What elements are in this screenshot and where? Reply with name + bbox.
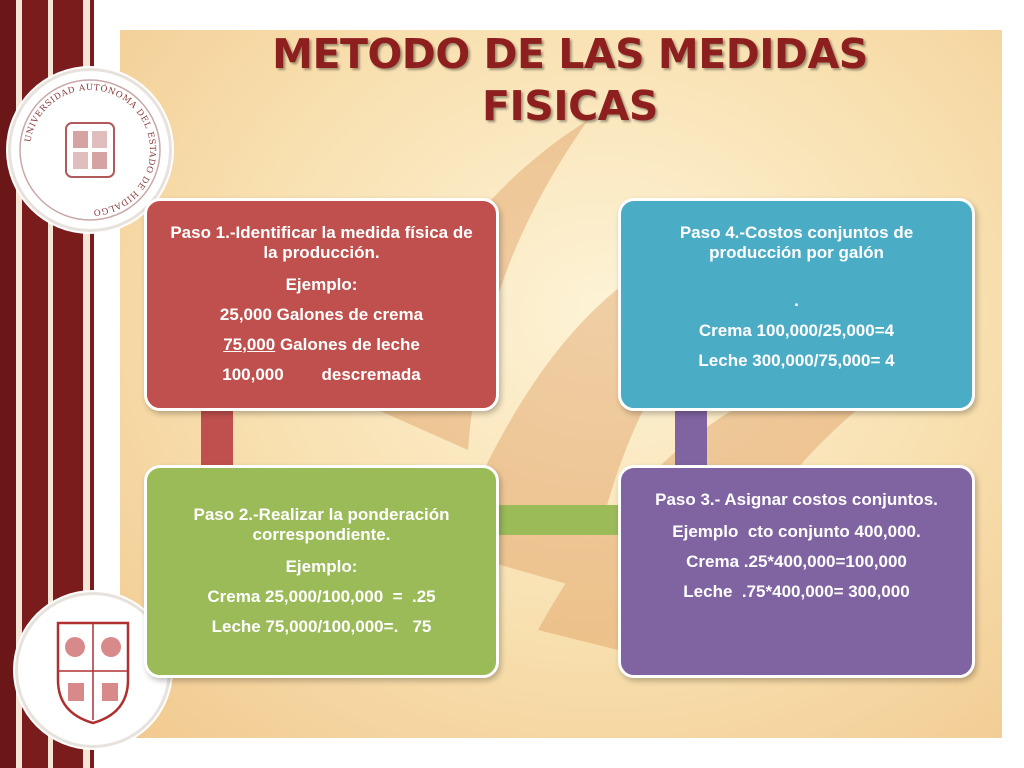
step2-example-label: Ejemplo:: [285, 557, 358, 576]
step1-line-1: 25,000 Galones de crema: [219, 305, 424, 324]
step2-line-1: Crema 25,000/100,000 = .25: [207, 587, 436, 606]
step3-heading: Paso 3.- Asignar costos conjuntos.: [655, 490, 938, 509]
title-line-2: FISICAS: [482, 82, 658, 130]
page-title: [190, 28, 950, 132]
step1-line-2: [161, 335, 482, 355]
step1-line-2-underlined: 75,000: [223, 335, 276, 354]
step4-heading: Paso 4.-Costos conjuntos de producción por galón: [679, 223, 914, 262]
step1-heading: Paso 1.-Identificar la medida física de la producción.: [170, 223, 473, 262]
step3-line-3: Leche .75*400,000= 300,000: [683, 582, 910, 601]
title-line-1: METODO DE LAS MEDIDAS: [272, 30, 868, 78]
connector-step3-step4: [675, 411, 707, 465]
step2-heading: Paso 2.-Realizar la ponderación correspondiente.: [193, 505, 450, 544]
step1-line-2-rest: Galones de leche: [275, 335, 420, 354]
step3-box: [618, 465, 975, 678]
step2-box: [144, 465, 499, 678]
step1-box: [144, 198, 499, 411]
step4-box: [618, 198, 975, 411]
step2-line-2: Leche 75,000/100,000=. 75: [211, 617, 432, 636]
step1-line-3: 100,000 descremada: [222, 365, 421, 384]
svg-text:UNIVERSIDAD AUTÓNOMA DEL ESTAD: UNIVERSIDAD AUTÓNOMA DEL ESTADO DE HIDALGO: [23, 82, 158, 218]
connector-step2-step3: [499, 505, 618, 535]
step4-dot: .: [794, 291, 799, 310]
step3-line-1: Ejemplo cto conjunto 400,000.: [672, 522, 921, 541]
step4-line-2: Leche 300,000/75,000= 4: [698, 351, 895, 370]
step4-line-1: Crema 100,000/25,000=4: [698, 321, 895, 340]
connector-step1-step2: [201, 411, 233, 465]
step1-example-label: Ejemplo:: [285, 275, 358, 294]
step3-line-2: Crema .25*400,000=100,000: [686, 552, 907, 571]
